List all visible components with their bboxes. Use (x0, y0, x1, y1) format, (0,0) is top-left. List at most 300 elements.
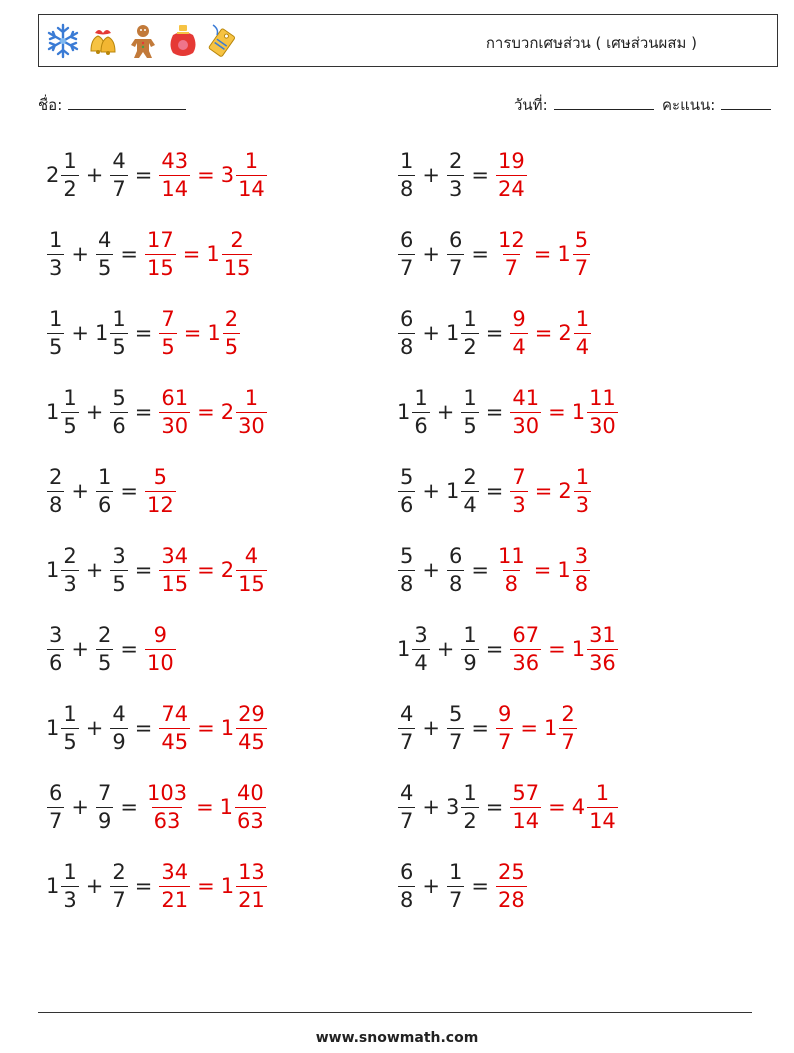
addend-a-fraction (61, 543, 78, 596)
addend-a-fraction (398, 464, 415, 517)
addend-a-denominator: 5 (49, 334, 63, 359)
answer-improper-number (495, 148, 528, 201)
answer-improper-number (495, 859, 528, 912)
plus-sign: + (71, 479, 89, 503)
answer-mixed-numerator: 40 (237, 780, 264, 805)
addend-a-denominator: 8 (400, 334, 414, 359)
worksheet-title: การบวกเศษส่วน ( เศษส่วนผสม ) (485, 34, 697, 52)
answer-mixed-whole: 2 (558, 479, 572, 503)
addend-b-fraction (96, 227, 113, 280)
addend-b-denominator: 2 (463, 334, 477, 359)
equals-sign: = (471, 163, 489, 187)
addend-b-number (95, 622, 114, 675)
answer-improper-number (509, 385, 542, 438)
answer-improper-denominator: 3 (512, 492, 526, 517)
answer-improper-denominator: 7 (497, 729, 512, 754)
name-blank[interactable] (68, 95, 186, 110)
answer-improper-fraction (496, 148, 527, 201)
addend-a-numerator: 2 (49, 464, 63, 489)
answer-improper-fraction (159, 543, 190, 596)
answer-mixed-fraction (574, 464, 591, 517)
answer-mixed-number (558, 464, 592, 517)
addend-b-number (445, 780, 480, 833)
answer-improper-numerator: 11 (497, 543, 525, 568)
addend-b-fraction (447, 859, 464, 912)
addend-a-whole: 2 (46, 163, 60, 187)
addend-b-denominator: 8 (448, 571, 463, 596)
answer-mixed-fraction (573, 543, 590, 596)
answer-mixed-denominator: 63 (237, 808, 264, 833)
answer-improper-denominator: 4 (512, 334, 526, 359)
addend-a-numerator: 5 (400, 464, 414, 489)
addend-b-denominator: 5 (97, 650, 112, 675)
answer-mixed-whole: 1 (220, 716, 235, 740)
addend-b-denominator: 7 (448, 887, 463, 912)
addend-a-fraction (47, 306, 64, 359)
answer-equals-sign: = (548, 795, 566, 819)
addend-b-number (94, 306, 129, 359)
addend-b-number (446, 227, 465, 280)
addend-a-number (46, 780, 65, 833)
plus-sign: + (85, 400, 104, 424)
addend-b-number (95, 464, 114, 517)
addend-b-denominator: 3 (448, 176, 463, 201)
addend-b-numerator: 4 (97, 227, 112, 252)
footer-url: www.snowmath.com (315, 1030, 479, 1046)
answer-improper-fraction (496, 859, 527, 912)
addend-a-fraction (398, 859, 415, 912)
answer-improper-denominator: 30 (512, 413, 540, 438)
problem-5 (46, 303, 241, 363)
addend-a-whole: 1 (397, 400, 411, 424)
addend-a-numerator: 3 (49, 622, 63, 647)
addend-b-number (446, 859, 465, 912)
addend-a-fraction (61, 701, 78, 754)
answer-mixed-number (220, 859, 268, 912)
equals-sign: = (471, 716, 489, 740)
date-field (514, 93, 654, 117)
answer-mixed-number (558, 306, 592, 359)
answer-improper-numerator: 5 (153, 464, 168, 489)
answer-equals-sign: = (548, 637, 566, 661)
answer-mixed-fraction (236, 385, 267, 438)
answer-mixed-number (571, 780, 619, 833)
addend-b-fraction (110, 148, 127, 201)
problem-10 (397, 461, 592, 521)
equals-sign: = (134, 400, 153, 424)
addend-b-whole: 3 (445, 795, 460, 819)
answer-improper-fraction (510, 622, 541, 675)
addend-b-fraction (110, 306, 127, 359)
addend-a-number (397, 859, 416, 912)
answer-mixed-number (571, 385, 619, 438)
answer-mixed-numerator: 2 (561, 701, 575, 726)
answer-improper-numerator: 17 (146, 227, 174, 252)
plus-sign: + (422, 716, 440, 740)
answer-mixed-denominator: 4 (575, 334, 590, 359)
answer-equals-sign: = (197, 400, 215, 424)
answer (144, 780, 267, 833)
addend-b-denominator: 5 (112, 334, 126, 359)
answer (158, 543, 267, 596)
addend-b-fraction (110, 859, 127, 912)
answer-mixed-numerator: 2 (230, 227, 244, 252)
addend-b-numerator: 4 (112, 701, 126, 726)
answer-mixed-denominator: 7 (561, 729, 575, 754)
addend-b-numerator: 6 (448, 227, 463, 252)
answer-improper-number (158, 306, 177, 359)
answer-mixed-denominator: 14 (238, 176, 265, 201)
answer-mixed-whole: 1 (206, 242, 220, 266)
addend-b-numerator: 4 (112, 148, 126, 173)
plus-sign: + (71, 637, 89, 661)
problem-7 (46, 382, 268, 442)
addend-a-fraction (398, 543, 415, 596)
addend-a-denominator: 3 (63, 887, 77, 912)
answer-mixed-fraction (559, 701, 576, 754)
answer-mixed-whole: 2 (558, 321, 572, 345)
answer-improper-denominator: 7 (504, 255, 519, 280)
answer-mixed-fraction (222, 227, 253, 280)
equals-sign: = (134, 558, 153, 582)
equals-sign: = (471, 558, 489, 582)
name-label: ชื่อ: (38, 96, 63, 114)
addend-a-number (397, 306, 416, 359)
addend-b-numerator: 1 (463, 622, 477, 647)
addend-a-denominator: 6 (414, 413, 428, 438)
answer-improper-number (144, 464, 177, 517)
equals-sign: = (120, 795, 138, 819)
addend-a-number (46, 622, 65, 675)
answer-improper-fraction (159, 385, 190, 438)
answer-improper-fraction (510, 464, 527, 517)
answer-improper-denominator: 24 (497, 176, 525, 201)
addend-a-whole: 1 (46, 558, 60, 582)
answer (495, 148, 528, 201)
answer-improper-denominator: 15 (146, 255, 174, 280)
answer-mixed-denominator: 3 (575, 492, 590, 517)
addend-b-fraction (461, 622, 478, 675)
equals-sign: = (471, 874, 489, 898)
answer-mixed-whole: 1 (207, 321, 221, 345)
answer-mixed-fraction (236, 859, 267, 912)
addend-b-denominator: 6 (112, 413, 126, 438)
answer-mixed-whole: 1 (571, 400, 586, 424)
addend-b-numerator: 3 (112, 543, 126, 568)
addend-b-whole: 1 (445, 479, 460, 503)
equals-sign: = (120, 637, 138, 661)
addend-b-numerator: 2 (112, 859, 126, 884)
answer-improper-numerator: 41 (512, 385, 540, 410)
answer-mixed-number (571, 622, 619, 675)
answer-improper-number (509, 622, 542, 675)
answer-mixed-number (219, 780, 267, 833)
answer-mixed-number (220, 385, 268, 438)
addend-a-numerator: 1 (63, 148, 77, 173)
equals-sign: = (134, 874, 153, 898)
answer-equals-sign: = (548, 400, 566, 424)
addend-b-fraction (96, 464, 113, 517)
addend-b-whole: 1 (445, 321, 460, 345)
addend-a-numerator: 3 (414, 622, 428, 647)
answer (495, 227, 591, 280)
addend-a-number (46, 148, 80, 201)
problem-6 (397, 303, 592, 363)
answer-improper-numerator: 34 (161, 859, 189, 884)
answer-improper-fraction (496, 701, 513, 754)
answer-mixed-denominator: 45 (238, 729, 265, 754)
answer-equals-sign: = (533, 242, 552, 266)
answer-mixed-fraction (236, 543, 267, 596)
score-blank[interactable] (721, 95, 771, 110)
problem-17 (46, 777, 267, 837)
answer-improper-denominator: 30 (161, 413, 189, 438)
answer (509, 385, 618, 438)
addend-a-fraction (398, 148, 415, 201)
answer-mixed-number (543, 701, 578, 754)
answer-improper-fraction (510, 780, 541, 833)
answer-mixed-numerator: 1 (244, 148, 259, 173)
addend-a-numerator: 2 (63, 543, 77, 568)
answer-improper-fraction (496, 543, 527, 596)
answer-improper-denominator: 28 (497, 887, 525, 912)
addend-b-fraction (96, 780, 113, 833)
addend-a-denominator: 5 (63, 729, 77, 754)
plus-sign: + (422, 874, 440, 898)
gift-tag-icon (205, 21, 241, 61)
addend-b-denominator: 7 (448, 255, 463, 280)
addend-b-number (446, 701, 465, 754)
answer-improper-numerator: 67 (512, 622, 540, 647)
addend-b-whole: 1 (94, 321, 109, 345)
answer-mixed-fraction (236, 148, 267, 201)
addend-a-numerator: 1 (49, 306, 63, 331)
answer-mixed-numerator: 5 (574, 227, 589, 252)
addend-b-denominator: 5 (97, 255, 112, 280)
problem-1 (46, 145, 268, 205)
addend-b-number (109, 701, 128, 754)
answer-improper-number (144, 780, 190, 833)
answer-mixed-number (220, 701, 268, 754)
answer-mixed-fraction (236, 701, 267, 754)
header-box (38, 14, 778, 67)
answer-mixed-numerator: 3 (574, 543, 589, 568)
answer (509, 622, 618, 675)
plus-sign: + (85, 558, 104, 582)
answer-mixed-denominator: 14 (589, 808, 616, 833)
answer-improper-number (495, 227, 528, 280)
addend-b-denominator: 9 (97, 808, 112, 833)
problem-9 (46, 461, 177, 521)
answer-improper-numerator: 25 (497, 859, 525, 884)
addend-a-numerator: 6 (400, 306, 414, 331)
equals-sign: = (471, 242, 489, 266)
addend-a-fraction (61, 859, 78, 912)
date-blank[interactable] (554, 95, 654, 110)
answer-improper-denominator: 45 (161, 729, 189, 754)
addend-b-fraction (110, 701, 127, 754)
addend-a-denominator: 7 (400, 729, 414, 754)
plus-sign: + (436, 637, 455, 661)
addend-b-numerator: 1 (463, 780, 477, 805)
answer-improper-fraction (145, 622, 176, 675)
addend-b-number (446, 543, 465, 596)
answer-mixed-denominator: 30 (238, 413, 265, 438)
addend-b-number (109, 148, 128, 201)
addend-a-number (46, 227, 65, 280)
addend-b-number (109, 543, 128, 596)
plus-sign: + (85, 163, 104, 187)
answer-improper-number (144, 622, 177, 675)
problem-2 (397, 145, 528, 205)
answer-mixed-denominator: 7 (574, 255, 589, 280)
answer-improper-fraction (510, 306, 527, 359)
equals-sign: = (120, 479, 138, 503)
problem-14 (397, 619, 619, 679)
plus-sign: + (71, 242, 89, 266)
addend-a-fraction (412, 622, 429, 675)
answer-mixed-whole: 1 (220, 874, 235, 898)
answer-improper-fraction (496, 227, 527, 280)
addend-a-denominator: 4 (414, 650, 428, 675)
plus-sign: + (85, 716, 104, 740)
addend-a-numerator: 6 (49, 780, 63, 805)
equals-sign: = (134, 163, 153, 187)
answer-improper-fraction (510, 385, 541, 438)
answer-mixed-denominator: 15 (238, 571, 265, 596)
addend-b-fraction (110, 543, 127, 596)
addend-b-denominator: 5 (112, 571, 126, 596)
answer-improper-denominator: 8 (504, 571, 519, 596)
addend-a-denominator: 2 (63, 176, 77, 201)
answer-mixed-numerator: 4 (244, 543, 259, 568)
answer-mixed-denominator: 5 (224, 334, 239, 359)
addend-b-number (109, 859, 128, 912)
addend-b-numerator: 1 (463, 306, 477, 331)
equals-sign: = (485, 479, 504, 503)
answer-equals-sign: = (534, 321, 553, 345)
answer (158, 148, 267, 201)
addend-a-numerator: 1 (400, 148, 414, 173)
answer-equals-sign: = (197, 874, 215, 898)
addend-b-denominator: 4 (463, 492, 477, 517)
addend-a-denominator: 5 (63, 413, 77, 438)
equals-sign: = (485, 795, 504, 819)
answer-improper-fraction (159, 306, 176, 359)
answer-improper-fraction (159, 859, 190, 912)
addend-b-numerator: 1 (448, 859, 463, 884)
addend-a-fraction (61, 385, 78, 438)
equals-sign: = (120, 242, 138, 266)
answer-mixed-number (220, 543, 268, 596)
addend-a-denominator: 8 (49, 492, 63, 517)
answer-improper-denominator: 5 (161, 334, 175, 359)
answer-mixed-numerator: 1 (575, 464, 590, 489)
plus-sign: + (422, 242, 440, 266)
bells-icon (85, 21, 121, 61)
answer-mixed-denominator: 15 (223, 255, 251, 280)
answer-improper-fraction (145, 464, 176, 517)
plus-sign: + (85, 874, 104, 898)
addend-a-number (397, 543, 416, 596)
addend-a-numerator: 5 (400, 543, 414, 568)
answer (144, 227, 253, 280)
answer-mixed-whole: 2 (220, 400, 235, 424)
problem-3 (46, 224, 253, 284)
answer (509, 780, 618, 833)
problem-18 (397, 777, 619, 837)
equals-sign: = (134, 716, 153, 740)
addend-a-number (46, 385, 80, 438)
addend-a-denominator: 3 (49, 255, 63, 280)
answer-mixed-fraction (574, 306, 591, 359)
addend-a-whole: 1 (46, 874, 60, 898)
addend-a-numerator: 1 (63, 859, 77, 884)
addend-b-numerator: 7 (97, 780, 112, 805)
addend-a-number (397, 148, 416, 201)
addend-b-numerator: 5 (112, 385, 126, 410)
addend-b-number (445, 306, 480, 359)
addend-b-fraction (461, 385, 478, 438)
answer (158, 701, 267, 754)
addend-a-numerator: 4 (400, 701, 414, 726)
addend-b-number (460, 385, 479, 438)
addend-a-whole: 1 (46, 400, 60, 424)
snowflake-icon (45, 21, 81, 61)
answer-mixed-number (206, 227, 253, 280)
addend-b-denominator: 9 (463, 650, 477, 675)
answer-improper-denominator: 14 (161, 176, 189, 201)
answer-equals-sign: = (182, 242, 201, 266)
addend-a-denominator: 3 (63, 571, 77, 596)
addend-b-fraction (461, 306, 478, 359)
answer-improper-numerator: 34 (161, 543, 189, 568)
answer-equals-sign: = (197, 163, 215, 187)
addend-b-numerator: 6 (448, 543, 463, 568)
addend-b-denominator: 5 (463, 413, 477, 438)
score-field (662, 93, 771, 117)
answer-mixed-denominator: 8 (574, 571, 589, 596)
answer-improper-fraction (145, 227, 176, 280)
answer-improper-denominator: 36 (512, 650, 540, 675)
addend-a-denominator: 6 (49, 650, 63, 675)
addend-b-numerator: 2 (97, 622, 112, 647)
addend-b-numerator: 2 (448, 148, 463, 173)
addend-a-numerator: 6 (400, 227, 414, 252)
problem-12 (397, 540, 591, 600)
addend-a-numerator: 6 (400, 859, 414, 884)
problem-8 (397, 382, 619, 442)
plus-sign: + (422, 163, 440, 187)
addend-a-numerator: 4 (400, 780, 414, 805)
answer-mixed-whole: 1 (543, 716, 558, 740)
addend-a-fraction (47, 227, 64, 280)
addend-b-numerator: 1 (97, 464, 112, 489)
addend-a-denominator: 8 (400, 887, 414, 912)
addend-a-denominator: 6 (400, 492, 414, 517)
addend-a-number (46, 543, 80, 596)
answer (495, 543, 591, 596)
gingerbread-icon (125, 21, 161, 61)
plus-sign: + (422, 321, 440, 345)
answer-mixed-numerator: 1 (575, 306, 590, 331)
answer-mixed-whole: 1 (557, 242, 571, 266)
addend-a-fraction (398, 306, 415, 359)
addend-b-numerator: 1 (463, 385, 477, 410)
answer-improper-denominator: 15 (161, 571, 189, 596)
answer-improper-numerator: 61 (161, 385, 189, 410)
addend-b-fraction (447, 701, 464, 754)
